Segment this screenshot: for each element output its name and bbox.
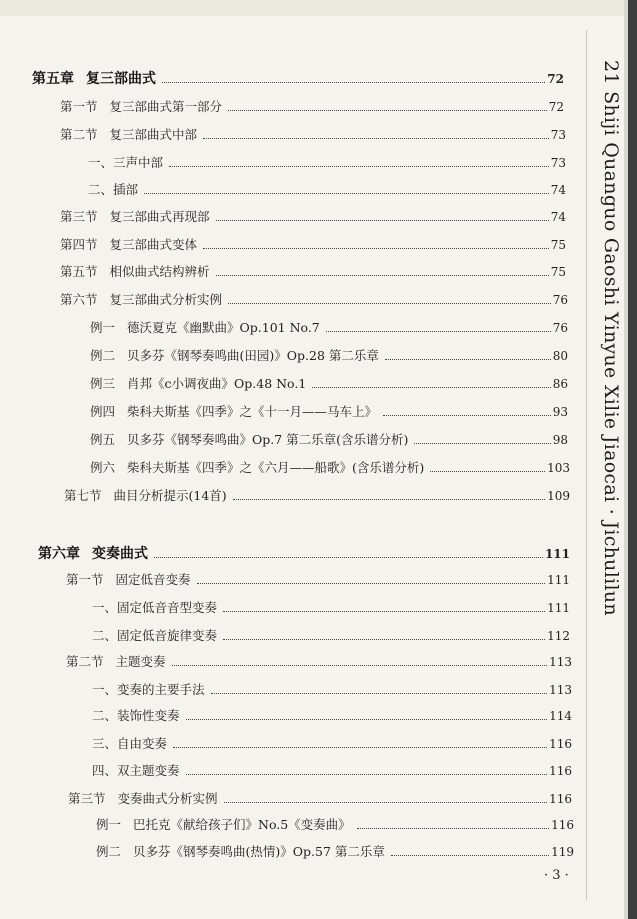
subsection-title: 二、插部: [88, 182, 139, 197]
page-ref: 113: [549, 683, 572, 697]
page-ref: 80: [552, 349, 568, 363]
chapter-number: 第五章: [32, 71, 74, 87]
dot-leader: [383, 415, 551, 416]
dot-leader: [223, 611, 545, 612]
example-number: 例二: [90, 348, 116, 363]
toc-section[interactable]: [60, 97, 564, 115]
toc-section[interactable]: [68, 789, 572, 807]
toc-subsection[interactable]: [92, 761, 572, 779]
section-number: 第三节: [68, 791, 106, 806]
example-number: 例六: [90, 460, 116, 475]
section-number: 第一节: [60, 99, 98, 114]
section-title: 复三部曲式再现部: [109, 209, 210, 224]
page-ref: 116: [549, 764, 572, 778]
section-title: 复三部曲式变体: [109, 237, 198, 252]
dot-leader: [216, 275, 549, 276]
page-ref: 112: [547, 629, 570, 643]
subsection-title: 二、装饰性变奏: [92, 708, 180, 723]
section-number: 第六节: [60, 292, 98, 307]
dot-leader: [391, 855, 549, 856]
section-number: 第一节: [66, 572, 104, 587]
page-ref: 111: [547, 573, 570, 587]
example-title: 贝多芬《钢琴奏鸣曲(田园)》Op.28 第二乐章: [127, 348, 379, 363]
toc-section[interactable]: [66, 570, 570, 588]
dot-leader: [357, 828, 549, 829]
subsection-title: 三、自由变奏: [92, 736, 168, 751]
margin-rule: [586, 30, 587, 900]
page-ref: 103: [547, 461, 570, 475]
section-number: 第四节: [60, 237, 98, 252]
dot-leader: [233, 499, 545, 500]
chapter-number: 第六章: [38, 546, 80, 562]
dot-leader: [186, 719, 548, 720]
dot-leader: [203, 248, 549, 249]
page-ref: 116: [549, 737, 572, 751]
toc-chapter-5[interactable]: [32, 68, 564, 88]
toc-chapter-6[interactable]: [38, 543, 570, 563]
page-ref: 111: [547, 601, 570, 615]
toc-subsection[interactable]: [88, 153, 566, 171]
series-title-vertical: 21 Shiji Quanguo Gaoshi Yinyue Xilie Jiaocai · Jichulilun: [600, 60, 622, 616]
page-ref: 93: [552, 405, 568, 419]
dot-leader: [385, 359, 551, 360]
toc-example[interactable]: [90, 430, 568, 448]
toc-subsection[interactable]: [92, 706, 572, 724]
toc-example[interactable]: [90, 458, 570, 476]
toc-example[interactable]: [96, 815, 574, 833]
section-title: 相似曲式结构辨析: [109, 264, 210, 279]
dot-leader: [173, 747, 547, 748]
page-ref: 73: [550, 156, 566, 170]
toc-example[interactable]: [90, 402, 568, 420]
toc-section[interactable]: [60, 290, 568, 308]
example-title: 肖邦《c小调夜曲》Op.48 No.1: [127, 376, 307, 391]
toc-section[interactable]: [60, 235, 566, 253]
section-title: 曲目分析提示(14首): [113, 488, 227, 503]
section-title: 复三部曲式第一部分: [109, 99, 223, 114]
page-ref: 119: [551, 845, 574, 859]
subsection-title: 二、固定低音旋律变奏: [92, 628, 218, 643]
dot-leader: [414, 443, 550, 444]
toc-section[interactable]: [60, 125, 566, 143]
dot-leader: [223, 639, 545, 640]
page-edge: [628, 0, 637, 919]
toc-example[interactable]: [90, 346, 568, 364]
section-number: 第二节: [66, 654, 104, 669]
page-ref: 74: [550, 183, 566, 197]
dot-leader: [144, 193, 549, 194]
example-title: 德沃夏克《幽默曲》Op.101 No.7: [127, 320, 320, 335]
page-ref: 98: [552, 433, 568, 447]
dot-leader: [326, 331, 551, 332]
example-number: 例四: [90, 404, 116, 419]
dot-leader: [197, 583, 546, 584]
toc-section[interactable]: [66, 652, 572, 670]
section-title: 复三部曲式中部: [109, 127, 198, 142]
dot-leader: [228, 303, 551, 304]
example-title: 柴科夫斯基《四季》之《十一月——马车上》: [127, 404, 378, 419]
toc-subsection[interactable]: [92, 626, 570, 644]
toc-section[interactable]: [60, 207, 566, 225]
section-number: 第七节: [64, 488, 102, 503]
page-ref: 75: [550, 238, 566, 252]
top-scan-band: [0, 0, 637, 16]
dot-leader: [169, 166, 549, 167]
page-ref: 86: [552, 377, 568, 391]
chapter-title: 变奏曲式: [92, 546, 148, 562]
section-number: 第三节: [60, 209, 98, 224]
example-number: 例五: [90, 432, 116, 447]
toc-example[interactable]: [96, 842, 574, 860]
page-ref: 113: [549, 655, 572, 669]
subsection-title: 一、固定低音音型变奏: [92, 600, 218, 615]
subsection-title: 一、三声中部: [88, 155, 164, 170]
page-ref: 74: [550, 210, 566, 224]
toc-example[interactable]: [90, 318, 568, 336]
toc-example[interactable]: [90, 374, 568, 392]
dot-leader: [228, 110, 547, 111]
toc-subsection[interactable]: [92, 598, 570, 616]
toc-subsection[interactable]: [92, 734, 572, 752]
section-title: 主题变奏: [115, 654, 166, 669]
subsection-title: 一、变奏的主要手法: [92, 682, 205, 697]
page-ref: 116: [549, 792, 572, 806]
example-number: 例二: [96, 844, 122, 859]
dot-leader: [224, 802, 548, 803]
page-ref: 116: [551, 818, 574, 832]
page-ref: 111: [544, 547, 570, 561]
toc-section[interactable]: [60, 262, 566, 280]
dot-leader: [154, 557, 543, 558]
section-number: 第二节: [60, 127, 98, 142]
toc-subsection[interactable]: [92, 680, 572, 698]
example-title: 贝多芬《钢琴奏鸣曲(热情)》Op.57 第二乐章: [133, 844, 385, 859]
dot-leader: [162, 82, 545, 83]
page-ref: 75: [550, 265, 566, 279]
example-number: 例三: [90, 376, 116, 391]
page-ref: 109: [547, 489, 570, 503]
page-ref: 76: [552, 293, 568, 307]
page-ref: 72: [547, 72, 564, 86]
subsection-title: 四、双主题变奏: [92, 763, 180, 778]
example-title: 柴科夫斯基《四季》之《六月——船歌》(含乐谱分析): [127, 460, 425, 475]
example-title: 巴托克《献给孩子们》No.5《变奏曲》: [133, 817, 351, 832]
page-ref: 73: [550, 128, 566, 142]
dot-leader: [186, 774, 548, 775]
section-title: 固定低音变奏: [115, 572, 191, 587]
dot-leader: [216, 220, 549, 221]
dot-leader: [211, 693, 548, 694]
chapter-title: 复三部曲式: [86, 71, 156, 87]
dot-leader: [203, 138, 549, 139]
example-number: 例一: [90, 320, 116, 335]
toc-section[interactable]: [64, 486, 570, 504]
section-title: 复三部曲式分析实例: [109, 292, 223, 307]
page-ref: 76: [552, 321, 568, 335]
section-title: 变奏曲式分析实例: [117, 791, 218, 806]
example-title: 贝多芬《钢琴奏鸣曲》Op.7 第二乐章(含乐谱分析): [127, 432, 409, 447]
toc-subsection[interactable]: [88, 180, 566, 198]
page-ref: 72: [548, 100, 564, 114]
dot-leader: [430, 471, 545, 472]
example-number: 例一: [96, 817, 122, 832]
page-number: · 3 ·: [544, 868, 569, 883]
dot-leader: [172, 665, 548, 666]
dot-leader: [312, 387, 550, 388]
page-ref: 114: [549, 709, 572, 723]
section-number: 第五节: [60, 264, 98, 279]
